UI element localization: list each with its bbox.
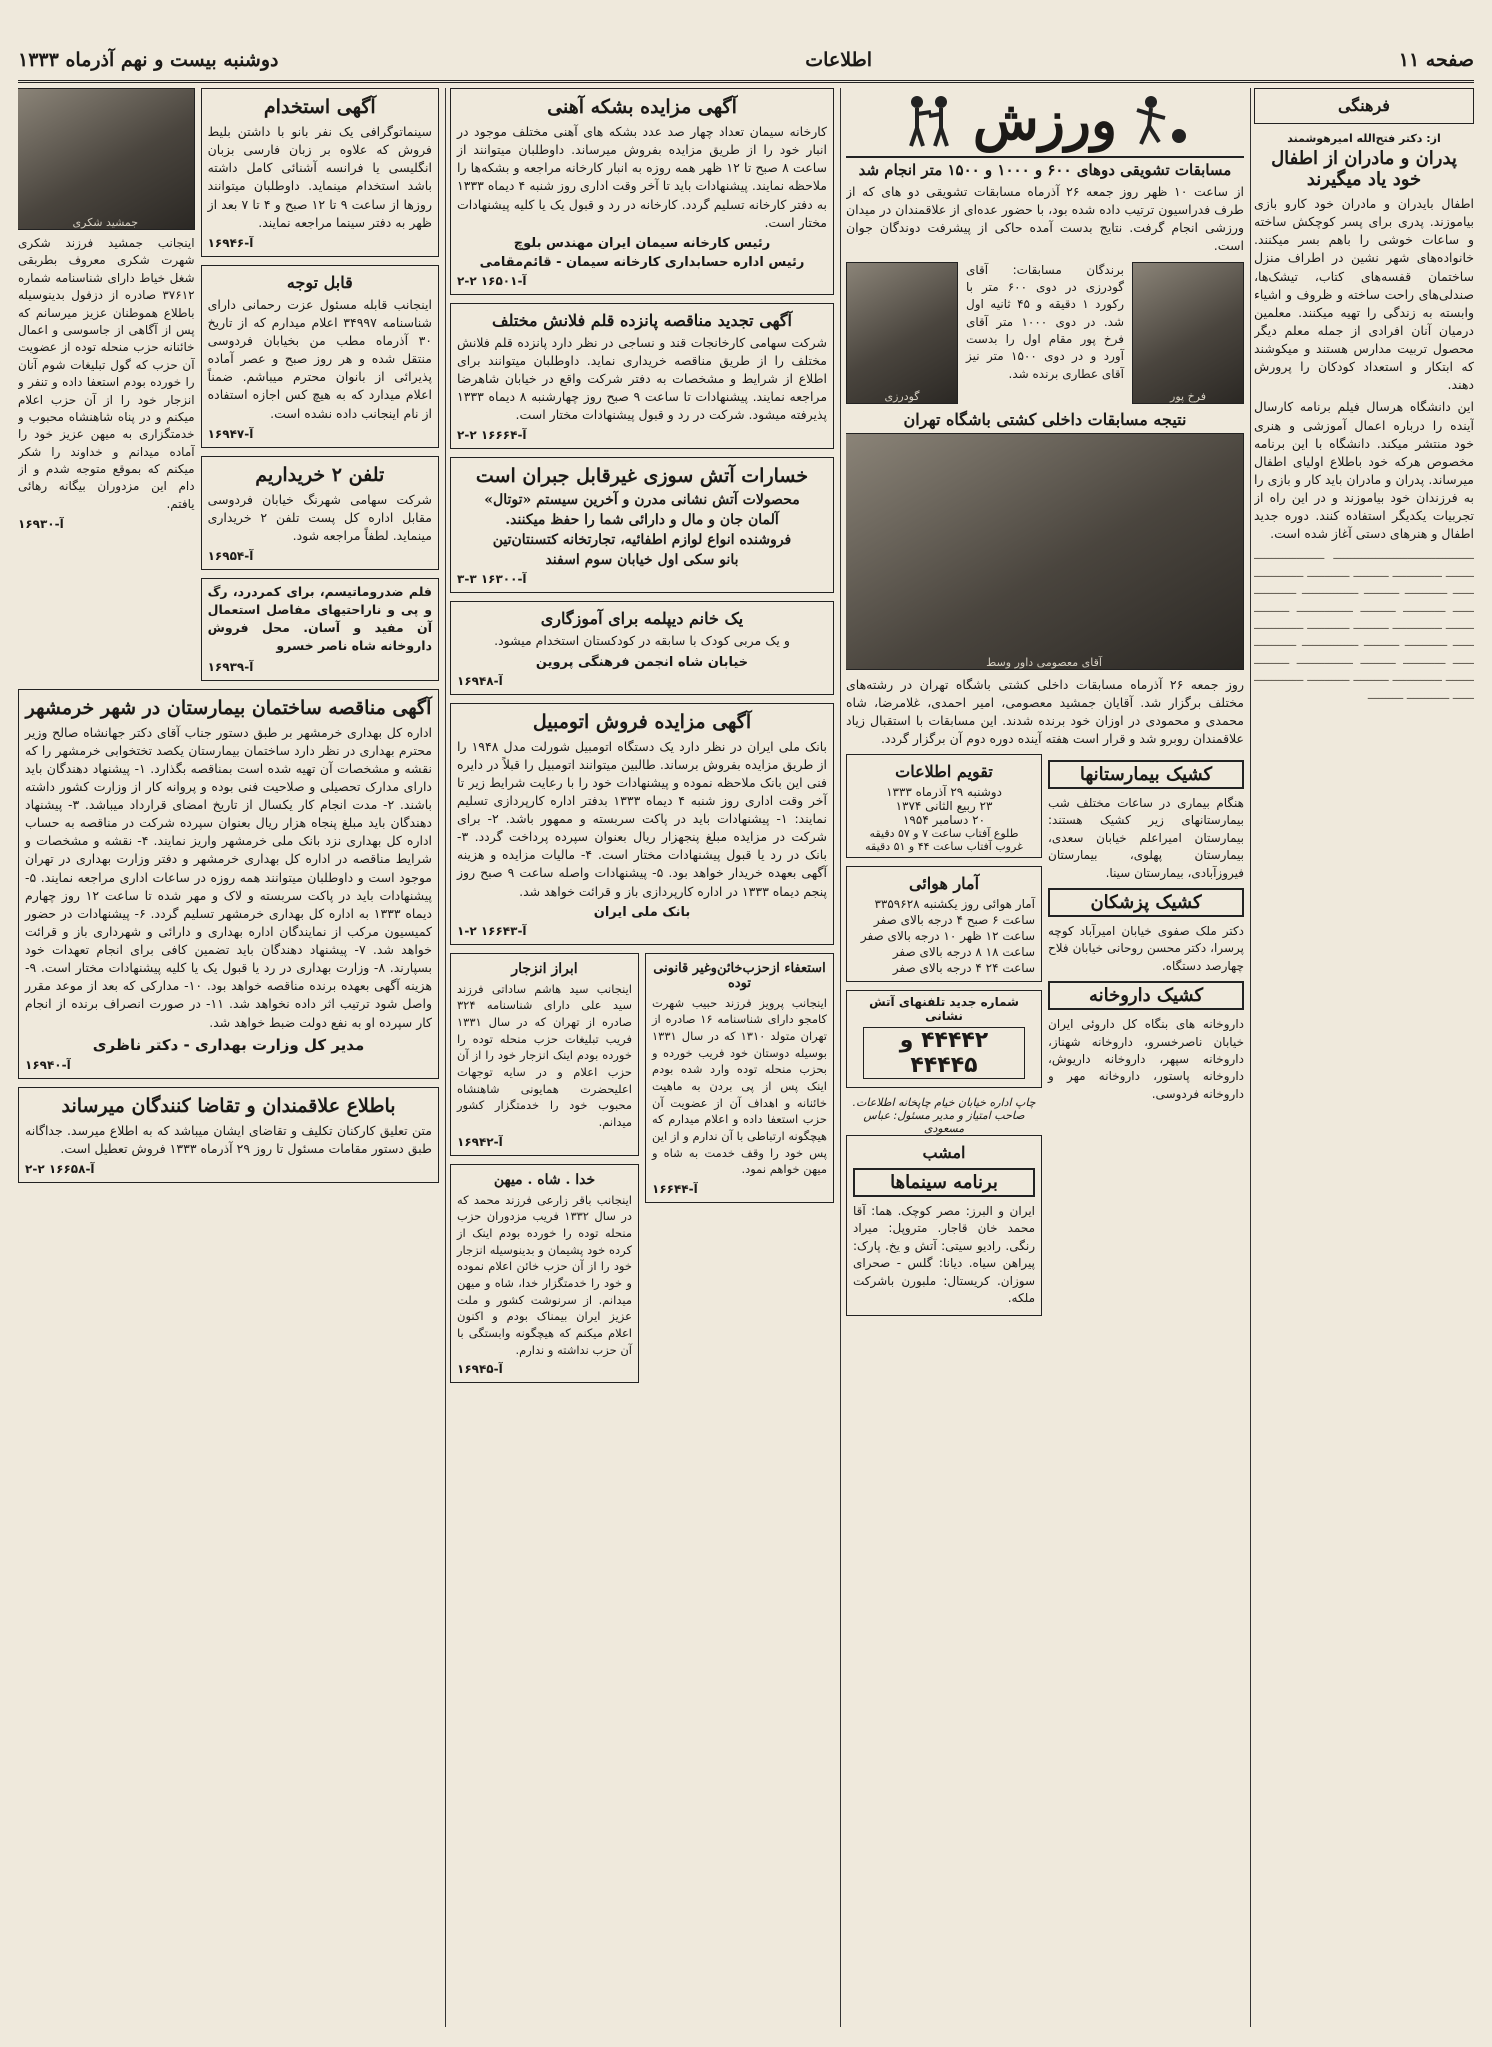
weather-row: آمار هوائی روز یکشنبه ۳۳۵۹۶۲۸ <box>874 897 1035 911</box>
midwife-title: قابل توجه <box>286 272 353 292</box>
rheumatism-body: فلم ضدروماتیسم، برای کمردرد، رگ و پی و ناراحتیهای مفاصل استعمال آن مفید و آسان. محل فروش داروخانه شاه ناصر خسرو <box>207 584 432 654</box>
newspaper-name: اطلاعات <box>805 49 872 71</box>
hospital-tender-title: آگهی مناقصه ساختمان بیمارستان در شهر خرمشهر <box>25 696 432 719</box>
fire-ad-ref: آ-۱۶۳۰۰ ۳-۳ <box>457 572 527 587</box>
bottom-notice-ref: آ-۱۶۶۵۸ ۲-۲ <box>25 1161 95 1176</box>
portrait-photo <box>18 88 195 230</box>
column-divider <box>1250 88 1251 2027</box>
disgust-body: اینجانب سید هاشم ساداتی فرزند سید علی دارای شناسنامه ۳۲۴ صادره از تهران که در سال ۱۳۳۱ فریب تبلیغات حزب منحله توده را خورده بودم اینک انزجار خود را از آن حزب اعلام و در سایه توجهات اعلیحضرت همایونی شاهنشاه محبوب خود را خدمتگزار کشور میدانم. <box>457 981 632 1129</box>
phone-buy-body: شرکت سهامی شهرنگ خیابان فردوسی مقابل اداره کل پست تلفن ۲ خریداری مینماید. لطفاً مراجعه شود. <box>207 491 433 543</box>
car-auction-body: بانک ملی ایران در نظر دارد یک دستگاه اتومبیل شورلت مدل ۱۹۴۸ را از طریق مزایده بفروش برساند. طالبین میتوانند اتومبیل را قبلاً در دایره فنی این بانک ملاحظه نموده و پیشنهادات خود را با رعایت شرایط زیر تا آخر وقت اداری روز شنبه ۴ دیماه ۱۳۳۳ بدفتر اداره کارپردازی تسلیم نمایند: ۱- پیشنهادات باید در پاکت سربسته و ممهور باشد. ۲- برای شرکت در مزایده مبلغ پنجهزار ریال بعنوان سپرده پرداخت گردد. ۳- بانک در رد یا قبول پیشنهادات مختار است. ۴- مالیات مزایده و هزینه آگهی بعهده خریدار خواهد بود. ۵- پیشنهادات واصله ساعت ۹ صبح روز پنجم دیماه ۱۳۳۳ در اداره کارپردازی باز و قرائت خواهد شد. <box>457 738 827 899</box>
calendar-title: تقویم اطلاعات <box>895 762 993 781</box>
pharmacies-title: کشیک داروخانه <box>1048 981 1244 1010</box>
runner-caption-2: گودرزی <box>884 389 920 403</box>
employment-body: سینماتوگرافی یک نفر بانو با داشتن بلیط فروش که علاوه بر زبان فارسی بزبان انگلیسی یا فرانسه آشنائی کامل داشته باشد استخدام مینماید. داوطلبان میتوانند روزها از ساعت ۹ تا ۱۲ صبح و ۴ تا ۷ بعد از ظهر به دفتر سینما مراجعه نمایند. <box>207 124 432 230</box>
employment-title: آگهی استخدام <box>263 96 376 118</box>
culture-body-2: این دانشگاه هرسال فیلم برنامه کارسال آینده را درباره‌ اعمال آموزشی و هنری خود منتشر میکند. دانشگاه با این برنامه مخصوص هرکه خود باطلاع اولیای اطفال میرساند. پدران و مادران باید کار و بازی را به فرزندان خود بیاموزند و در این راه از تجربیات یکدیگر استفاده کنند. دوره جدید اطفال و هنرهای دستی آغاز شده است. <box>1254 399 1474 542</box>
fire-ad-line-4: بانو سکی اول خیابان سوم اسفند <box>545 552 739 569</box>
hospitals-body: هنگام بیماری در ساعات مختلف شب بیمارستانهای زیر کشیک هستند: بیمارستان امیراعلم خیابان سعدی، بیمارستان پهلوی، بیمارستان فیروزآبادی، بیمارستان سینا. <box>1048 796 1244 880</box>
weather-row: ساعت ۶ صبح ۴ درجه بالای صفر <box>873 913 1035 927</box>
midwife-body: اینجانب قابله مسئول عزت رحمانی دارای شناسنامه ۳۴۹۹۷ اعلام میدارم که از تاریخ ۳۰ آذرماه مطب من بخیابان فردوسی منتقل شده و هر روز صبح و عصر آماده پذیرائی از بانوان محترم میباشم. ضمناً اعلام میدارد که به هیچ کس اجازه استفاده از نام اینجانب داده نشده است. <box>207 296 432 421</box>
weather-title: آمار هوائی <box>908 874 980 893</box>
issue-date: دوشنبه بیست و نهم آذرماه ۱۳۳۳ <box>18 49 279 71</box>
doctors-body: دکتر ملک صفوی خیابان امیرآباد کوچه پرسرا، دکتر محسن روحانی خیابان فلاح چهارصد دستگاه. <box>1048 923 1244 973</box>
column-divider <box>840 88 841 2027</box>
fire-ad-line-2: آلمان جان و مال و دارائی شما را حفظ میکنند. <box>505 512 779 529</box>
ads-column <box>450 88 834 2027</box>
car-auction-title: آگهی مزایده فروش اتومبیل <box>532 710 752 733</box>
pharmacies-body: داروخانه های بنگاه کل داروئی ایران خیابان ناصرخسرو، داروخانه شهناز، داروخانه سپهر، داروخانه داریوش، داروخانه پاستور، داروخانه مهر و داروخانه فردوسی. <box>1048 1017 1244 1101</box>
runner-photo-2 <box>846 262 958 404</box>
portrait-caption: جمشید شکری <box>72 216 139 229</box>
calendar-box <box>846 754 1042 858</box>
imprint: چاپ اداره خیابان خیام چاپخانه اطلاعات. صاحب امتیاز و مدیر مسئول: عباس مسعودی <box>852 1096 1036 1135</box>
wrestling-photo-caption: آقای معصومی داور وسط <box>986 655 1102 669</box>
car-auction-sign: بانک ملی ایران <box>593 904 691 920</box>
column-divider <box>445 88 446 2027</box>
calendar-sunset: غروب آفتاب ساعت ۴۴ و ۵۱ دقیقه <box>865 840 1023 853</box>
phone-buy-ad <box>201 456 439 570</box>
teacher-ad <box>450 601 834 694</box>
hospital-tender-body: اداره کل بهداری خرمشهر بر طبق دستور جناب آقای دکتر جهانشاه صالح وزیر محترم بهداری در نظر دارد ساختمان بیمارستان یکصد تختخوابی خرمشهر را که نقشه و مشخصات آن تهیه شده است بمناقصه بگذارد. ۱- پیشنهاد دهندگان باید دارای مدارک تحصیلی و صلاحیت فنی بوده و پروانه کار از وزارت کشور داشته باشند. ۲- مدت انجام کار یکسال از تاریخ امضای قرارداد میباشد. ۳- پیشنهاد دهندگان باید مبلغ پنجاه هزار ریال بعنوان سپرده شرکت در مناقصه به حساب اداره کل بهداری نزد بانک ملی خرمشهر واریز نمایند. ۴- نقشه و مشخصات و شرایط مناقصه در اداره کل بهداری خرمشهر و دفتر وزارت بهداری در تهران موجود است و داوطلبان میتوانند همه روزه در ساعات اداری مراجعه نمایند. ۵- پیشنهادات باید در پاکت سربسته و لاک و مهر شده تا ساعت ۱۲ روز چهارم دیماه ۱۳۳۳ به اداره کل بهداری خرمشهر تسلیم گردد. ۶- پیشنهادات در حضور کمیسیون مرکب از نمایندگان اداره بهداری و دارائی و شهرداری باز و قرائت خواهد شد. ۷- پیشنهاد دهندگان باید تضمین کافی برای انجام تعهدات خود بسپارند. ۸- وزارت بهداری در رد یا قبول یک یا کلیه پیشنهادات مختار است. ۹- هزینه آگهی بعهده برنده مناقصه خواهد بود. ۱۰- مدارکی که بعد از موعد مقرر واصل شود ترتیب اثر داده نخواهد شد. ۱۱- در صورت انصراف برنده از انجام کار سپرده او به نفع دولت ضبط خواهد شد. <box>25 724 433 1030</box>
flange-tender-ref: آ-۱۶۶۶۴ ۲-۲ <box>457 428 527 443</box>
teacher-ad-title: یک خانم دیپلمه برای آموزگاری <box>540 609 744 629</box>
sports-column <box>846 88 1244 2027</box>
notices-right <box>645 953 834 1392</box>
runner-photo-1 <box>1132 262 1244 404</box>
rheumatism-ref: آ-۱۶۹۳۹ <box>207 659 254 674</box>
fire-extinguisher-ad <box>450 457 834 593</box>
services-column <box>846 754 1042 1324</box>
culture-body: اطفال بایدران و مادران خود کارو بازی بیاموزند. پدری برای پسر کوچکش ساخته و ساعات خوشی را باهم بسر میکنند. خانواده‌های شهر نشین در اطراف منزل ساختمان قفسه‌های کتاب، تیشک‌ها، صندلی‌های راحت ساخته و ظروف و اشیاء وابسته به زندگی را تهیه میکنند. معلمین درمیان آنان افرادی از جمله معلم دیگر محصول تربیت مدارس هستند و میکوشند که ابتکار و استعداد کودکان را پرورش دهند. <box>1254 196 1474 393</box>
iron-auction-body: کارخانه سیمان تعداد چهار صد عدد بشکه های آهنی مختلف موجود در انبار خود را از طریق مزایده بفروش میرساند. داوطلبان میتوانند از ساعت ۸ صبح تا ۱۲ ظهر همه روزه به انبار کارخانه مراجعه و بشکه‌ها را ملاحظه نمایند. پیشنهادات باید تا آخر وقت اداری روز شنبه ۴ دیماه ۱۳۳۳ به دفتر کارخانه تسلیم گردد. کارخانه در رد و قبول یک یا کلیه پیشنهادات مختار است. <box>457 124 827 230</box>
fire-ad-line-1: محصولات آتش نشانی مدرن و آخرین سیستم «توتال» <box>484 492 800 509</box>
boxers-icon <box>899 92 959 148</box>
iron-barrel-auction <box>450 88 834 295</box>
flange-tender-body: شرکت سهامی کارخانجات قند و نساجی در نظر دارد پانزده قلم فلانش مختلف را از طریق مناقصه خریداری نماید. داوطلبان میتوانند برای اطلاع از شرایط و مشخصات به دفتر شرکت واقع در خیابان شاهرضا مراجعه نمایند. پیشنهادات تا ساعت ۹ صبح روز چهارشنبه ۸ دیماه ۱۳۳۳ پذیرفته میشود. شرکت در رد و قبول پیشنهادات مختار است. <box>457 334 828 423</box>
cinema-title: برنامه سینماها <box>853 1168 1035 1197</box>
wrestling-body: روز جمعه ۲۶ آذرماه مسابقات داخلی کشتی باشگاه تهران در رشته‌های مختلف برگزار شد. آقایان جمشید معصومی، امیر احمدی، غلامرضا، شاه محمدی و محمودی در اوزان خود برنده شدند. این مسابقات با استقبال زیاد علاقمندان روبرو شد و قرار است هفته آینده دوره دوم آن برگزار گردد. <box>846 676 1244 746</box>
doctors-title: کشیک پزشکان <box>1048 888 1244 917</box>
god-shah-notice <box>450 1164 639 1384</box>
bottom-notice-title: باطلاع علاقمندان و تقاضا کنندگان میرساند <box>61 1094 396 1117</box>
culture-text-continuation: ــــــــــــــــــــــــــــــــــــــــ ــــــــــــــــــــ ــــــــ ــــــــــــــ ــــــــــ ــــــــــــ ــــــــــــــ ــــــ ــــــــــــ ــــــــــ ــــــــــــــــ ــــــــــــ ــــــ ــــــــــــ ــــــــــ ــــــــــــــــ ــــــــــ ــــــــ ــــــــــــــ ــــــــــ ــــــــــــ ــــــــــــــ ــــــ ــــــــــــ ــــــــــ ــــــــــــــــ ــــــــــــ ــــــ ــــــــــــ ــــــــــ ــــــــــــــــ ــــــــــ ــــــــ ــــــــــــــ ــــــــــ ــــــــــــ ــــــــــــــ ــــــ ــــــــــــ ــــــــــ <box>1254 548 1474 702</box>
disgust-ref: آ-۱۶۹۴۲ <box>457 1134 503 1149</box>
sports-body: از ساعت ۱۰ ظهر روز جمعه ۲۶ آذرماه مسابقات تشویقی دو های که از طرف فدراسیون ترتیب داده شده بود، با حضور عده‌ای از علاقمندان در میدان ورزشی انجام گرفت. نتایج بدست آمده حاکی از پیشرفت دوندگان جوان است. <box>846 184 1244 254</box>
resignation-title: استعفاء ازحزب‌خائن‌وغیر قانونی توده <box>653 960 826 991</box>
culture-label-box <box>1254 88 1474 124</box>
sports-headline: مسابقات تشویقی دوهای ۶۰۰ و ۱۰۰۰ و ۱۵۰۰ متر انجام شد <box>858 161 1232 179</box>
resignation-body: اینجانب پرویز فرزند حبیب شهرت کامجو دارای شناسنامه ۱۶ صادره از تهران متولد ۱۳۱۰ که در سال ۱۳۳۱ بوسیله دوستان خود فریب خورده و بحزب منحله توده وارد شده بودم اینک پس از پی بردن به ماهیت خائنانه و اهداف آن از عضویت آن حزب استعفا داده و اعلام میدارم که هیچگونه ارتباطی با آن ندارم و از این پس خود را وقف خدمت به شاه و میهن خواهم نمود. <box>652 995 827 1177</box>
hospital-tender-ref: آ-۱۶۹۴۰ <box>25 1057 71 1072</box>
notices-left <box>450 953 639 1392</box>
teacher-ad-body: و یک مربی کودک با سابقه در کودکستان استخدام میشود. <box>494 633 790 649</box>
teacher-ad-sign: خیابان شاه انجمن فرهنگی پروین <box>535 654 749 670</box>
disgust-title: ابراز انزجار <box>511 960 578 977</box>
page-header <box>18 40 1474 83</box>
calendar-line-2: ۲۳ ربیع الثانی ۱۳۷۴ <box>895 799 993 813</box>
lower-sports-area <box>846 754 1244 1324</box>
fire-ad-line-3: فروشنده انواع لوازم اطفائیه، تجارتخانه کتسنتان‌تین <box>492 532 792 549</box>
employment-ref: آ-۱۶۹۴۶ <box>207 235 254 250</box>
flange-tender-title: آگهی تجدید مناقصه پانزده قلم فلانش مختلف <box>492 310 792 330</box>
sports-banner <box>846 88 1244 158</box>
iron-auction-sign-1: رئیس کارخانه سیمان ایران مهندس بلوچ <box>513 235 771 251</box>
teacher-ad-ref: آ-۱۶۹۴۸ <box>457 673 503 688</box>
phone-buy-ref: آ-۱۶۹۵۴ <box>207 549 254 563</box>
sports-photo-row <box>846 262 1244 404</box>
bottom-notice <box>18 1087 439 1183</box>
page-number: صفحه ۱۱ <box>1398 49 1474 71</box>
midwife-notice <box>201 265 439 448</box>
iron-auction-ref: آ-۱۶۵۰۱ ۲-۲ <box>457 273 527 288</box>
wrestling-title: نتیجه مسابقات داخلی کشتی باشگاه تهران <box>903 409 1187 429</box>
athletes-icon <box>1131 92 1191 148</box>
cinema-box <box>846 1135 1042 1316</box>
midwife-ref: آ-۱۶۹۴۷ <box>207 426 254 441</box>
flange-tender <box>450 303 834 450</box>
rheumatism-ad <box>201 578 439 681</box>
iron-auction-sign-2: رئیس اداره حسابداری کارخانه سیمان - قائم‌مقامی <box>479 254 805 270</box>
calendar-line-3: ۲۰ دسامبر ۱۹۵۴ <box>902 813 986 827</box>
culture-column <box>1254 88 1474 2027</box>
top-ads-row <box>18 88 439 689</box>
top-ads-left <box>18 88 195 689</box>
cinema-body: ایران و البرز: مصر کوچک. هما: آقا محمد خان قاجار. متروپل: میراد رنگی. رادیو سیتی: آتش و یخ. پارک: پیراهن سیاه. دیانا: گلس - صحرای سوزان. کریستال: ملبورن باشرکت ملکه. <box>853 1204 1035 1305</box>
phone-buy-title: تلفن ۲ خریداریم <box>255 463 385 486</box>
weather-row: ساعت ۱۸ ۸ درجه بالای صفر <box>892 945 1035 959</box>
hospitals-title: کشیک بیمارستانها <box>1048 760 1244 789</box>
portrait-ref: آ-۱۶۹۳۰ <box>18 517 64 532</box>
calendar-sunrise: طلوع آفتاب ساعت ۷ و ۵۷ دقیقه <box>869 827 1019 840</box>
god-shah-ref: آ-۱۶۹۴۵ <box>457 1362 503 1377</box>
weather-box <box>846 866 1042 982</box>
phones-box <box>846 990 1042 1088</box>
culture-title: پدران و مادران از اطفال خود یاد میگیرند <box>1271 148 1457 190</box>
fire-ad-title: خسارات آتش سوزی غیرقابل جبران است <box>475 465 809 488</box>
phones-title: شماره جدید تلفنهای آتش نشانی <box>869 995 1019 1023</box>
bottom-notice-body: متن تعلیق کارکنان تکلیف و تقاضای ایشان میباشد که به اطلاع میرسد. جداگانه طبق دستور مقامات مسئول تا روز ۲۹ آذرماه ۱۳۳۳ فروش تعطیل است. <box>25 1122 432 1156</box>
culture-label: فرهنگی <box>1338 96 1390 115</box>
weather-row: ساعت ۲۴ ۴ درجه بالای صفر <box>892 961 1035 975</box>
portrait-body: اینجانب جمشید فرزند شکری شهرت شکری معروف بطربقی شغل خیاط دارای شناسنامه شماره ۳۷۶۱۲ صادره از دزفول بدینوسیله باطلاع هموطنان عزیز میرسانم که پس از آگاهی از جاسوسی و اعمال خائنانه حزب منحله توده از عضویت آن حزب که گول تبلیغات شوم آنان را خورده بودم استعفا داده و تنفر و انزجار خود را از آن حزب اعلام میکنم و در پناه شاهنشاه محبوب و خدمتگزاری به میهن عزیز خود را آماده میدانم و خداوند را شکر میکنم که بموقع متوجه شدم و از دام این مزدوران بیگانه رهائی یافتم. <box>18 236 195 511</box>
weather-row: ساعت ۱۲ ظهر ۱۰ درجه بالای صفر <box>860 929 1035 943</box>
top-ads-right <box>201 88 439 689</box>
car-auction-ref: آ-۱۶۶۴۳ ۲-۱ <box>457 923 527 938</box>
culture-author: از: دکتر فتح‌الله امیرهوشمند <box>1287 132 1441 145</box>
resignation-notice <box>645 953 834 1203</box>
car-auction <box>450 703 834 945</box>
resignation-ref: آ-۱۶۶۴۴ <box>652 1182 698 1197</box>
runner-caption-1: فرخ پور <box>1170 389 1206 403</box>
wrestling-photo <box>846 433 1244 670</box>
iron-auction-title: آگهی مزایده بشکه آهنی <box>547 96 737 118</box>
cinema-tonight: امشب <box>922 1143 966 1162</box>
clinics-column <box>1048 754 1244 1324</box>
god-shah-body: اینجانب باقر زارعی فرزند محمد که در سال ۱۳۳۲ فریب مزدوران حزب منحله توده را خورده بودم اینک از کرده خود پشیمان و بدینوسیله انزجار خود را از آن حزب خائن اعلام نموده و خود را خدمتگزار خدا، شاه و میهن میدانم. از سرنوشت کشور و ملت عزیز ایران بیمناک بودم و اکنون اعلام میکنم که هیچگونه وابستگی با آن حزب نداشته و ندارم. <box>457 1192 632 1357</box>
employment-ad <box>201 88 439 257</box>
god-shah-title: خدا . شاه . میهن <box>493 1171 596 1188</box>
phones-numbers: ۴۴۴۴۲ و ۴۴۴۴۵ <box>863 1027 1025 1079</box>
calendar-line-1: دوشنبه ۲۹ آذرماه ۱۳۳۳ <box>886 785 1002 799</box>
notices-row <box>450 953 834 1392</box>
left-column <box>18 88 439 2027</box>
disgust-notice <box>450 953 639 1156</box>
hospital-tender <box>18 689 439 1079</box>
sports-results: برندگان مسابقات: آقای گودرزی در دوی ۶۰۰ متر با رکورد ۱ دقیقه و ۴۵ ثانیه اول شد. در دوی ۱۰۰۰ متر آقای فرخ پور مقام اول را بدست آورد و در دوی ۱۵۰۰ متر نیز آقای عطاری برنده شد. <box>966 262 1125 381</box>
hospital-tender-sign: مدیر کل وزارت بهداری - دکتر ناظری <box>92 1035 365 1054</box>
sports-title: ورزش <box>972 88 1118 152</box>
